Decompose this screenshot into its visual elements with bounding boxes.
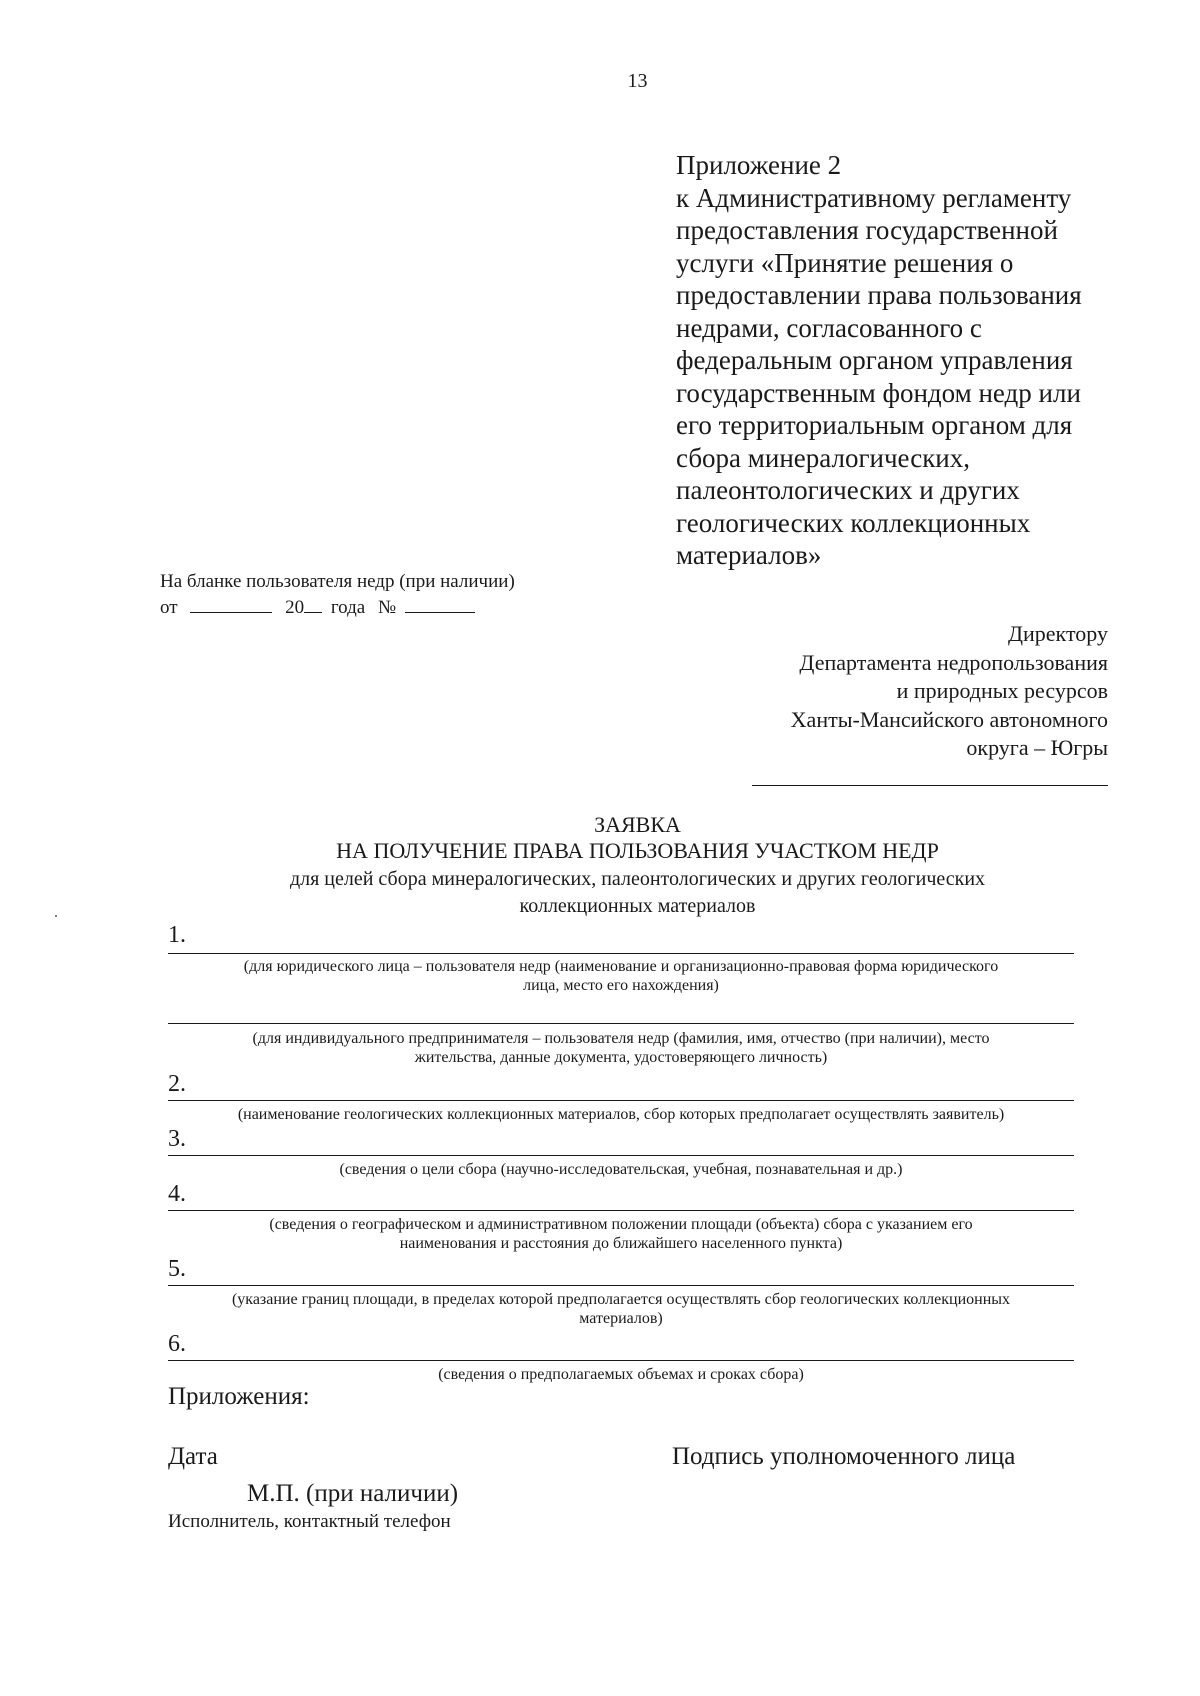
hint-text: (сведения о цели сбора (научно-исследовательская, учебная, познавательная и др.) bbox=[339, 1161, 903, 1178]
field-5-hint bbox=[168, 1290, 1074, 1328]
year-blank[interactable] bbox=[304, 594, 322, 613]
hint-text: (для индивидуального предпринимателя – пользователя недр (фамилия, имя, отчество (при наличии), место bbox=[252, 1030, 990, 1047]
field-1-line-individual[interactable] bbox=[168, 1023, 1074, 1024]
executor-label: Исполнитель, контактный телефон bbox=[168, 1511, 451, 1532]
year-suffix: года bbox=[330, 597, 366, 618]
field-2-number: 2. bbox=[168, 1071, 186, 1097]
signature-label: Подпись уполномоченного лица bbox=[672, 1443, 1016, 1470]
hint-text: (сведения о географическом и административном положении площади (объекта) сбора с указанием его bbox=[269, 1216, 973, 1233]
addressee-line: и природных ресурсов bbox=[896, 678, 1108, 703]
appendix-line: предоставлении права пользования bbox=[676, 280, 1082, 310]
field-4-number: 4. bbox=[168, 1181, 186, 1207]
letterhead-date-row bbox=[160, 594, 515, 620]
hint-text: лица, место его нахождения) bbox=[523, 977, 719, 994]
hint-text: жительства, данные документа, удостоверяющего личность) bbox=[414, 1049, 828, 1066]
addressee-name-line[interactable] bbox=[752, 785, 1108, 786]
appendix-line: Приложение 2 bbox=[676, 150, 842, 180]
document-purpose: для целей сбора минералогических, палеонтологических и других геологических bbox=[289, 868, 986, 890]
field-1-hint-individual bbox=[168, 1029, 1074, 1067]
hint-text: наименования и расстояния до ближайшего населенного пункта) bbox=[399, 1235, 843, 1252]
document-title: ЗАЯВКА bbox=[594, 812, 681, 837]
hint-text: (сведения о предполагаемых объемах и сроках сбора) bbox=[438, 1366, 804, 1383]
letterhead-note: На бланке пользователя недр (при наличии) bbox=[160, 571, 515, 592]
field-4-line[interactable] bbox=[168, 1210, 1074, 1211]
date-prefix: от bbox=[160, 597, 178, 618]
appendix-line: услуги «Принятие решения о bbox=[676, 247, 1014, 278]
field-6-number: 6. bbox=[168, 1331, 186, 1357]
appendix-block bbox=[676, 149, 1136, 572]
appendix-line: государственным фондом недр или bbox=[676, 377, 1081, 408]
scan-speck bbox=[55, 915, 57, 917]
letterhead-block bbox=[160, 570, 515, 620]
document-subtitle: НА ПОЛУЧЕНИЕ ПРАВА ПОЛЬЗОВАНИЯ УЧАСТКОМ НЕДР bbox=[336, 838, 939, 863]
appendix-line: федеральным органом управления bbox=[676, 345, 1073, 375]
page-number: 13 bbox=[627, 70, 648, 92]
addressee-line: Директору bbox=[1008, 621, 1108, 646]
field-3-hint bbox=[168, 1160, 1074, 1179]
appendix-line: к Административному регламенту bbox=[676, 182, 1072, 213]
number-sign: № bbox=[377, 597, 397, 618]
field-1-hint-legal bbox=[168, 957, 1074, 995]
appendix-line: палеонтологических и других bbox=[676, 475, 1020, 505]
hint-text: (указание границ площади, в пределах которой предполагается осуществлять сбор геологических коллекционных bbox=[231, 1291, 1011, 1308]
addressee-block bbox=[791, 620, 1108, 763]
seal-label: М.П. (при наличии) bbox=[247, 1480, 459, 1507]
field-5-line[interactable] bbox=[168, 1285, 1074, 1286]
field-2-line[interactable] bbox=[168, 1100, 1074, 1101]
appendix-line: материалов» bbox=[676, 540, 822, 570]
hint-text: материалов) bbox=[579, 1310, 663, 1327]
attachments-label: Приложения: bbox=[168, 1383, 310, 1410]
field-6-line[interactable] bbox=[168, 1360, 1074, 1361]
field-6-hint bbox=[168, 1365, 1074, 1384]
number-blank[interactable] bbox=[405, 594, 475, 613]
year-prefix: 20 bbox=[285, 597, 305, 618]
addressee-line: округа – Югры bbox=[966, 735, 1108, 760]
field-3-number: 3. bbox=[168, 1126, 186, 1152]
field-1-number: 1. bbox=[168, 922, 186, 948]
hint-text: (для юридического лица – пользователя недр (наименование и организационно-правовая форма юридического bbox=[243, 958, 999, 975]
appendix-line: сбора минералогических, bbox=[676, 442, 971, 473]
field-4-hint bbox=[168, 1215, 1074, 1253]
appendix-line: недрами, согласованного с bbox=[676, 312, 982, 343]
addressee-line: Ханты-Мансийского автономного bbox=[790, 706, 1108, 732]
appendix-line: предоставления государственной bbox=[676, 215, 1058, 245]
document-purpose-cont: коллекционных материалов bbox=[519, 895, 756, 917]
date-label: Дата bbox=[168, 1443, 218, 1470]
hint-text: (наименование геологических коллекционных материалов, сбор которых предполагает осуществлять заявитель) bbox=[237, 1106, 1005, 1123]
addressee-line: Департамента недропользования bbox=[799, 649, 1108, 675]
appendix-line: его территориальным органом для bbox=[676, 410, 1073, 440]
field-3-line[interactable] bbox=[168, 1155, 1074, 1156]
field-1-line[interactable] bbox=[168, 953, 1074, 954]
date-blank[interactable] bbox=[190, 594, 272, 613]
field-5-number: 5. bbox=[168, 1256, 186, 1282]
appendix-line: геологических коллекционных bbox=[676, 507, 1031, 538]
field-2-hint bbox=[168, 1105, 1074, 1124]
